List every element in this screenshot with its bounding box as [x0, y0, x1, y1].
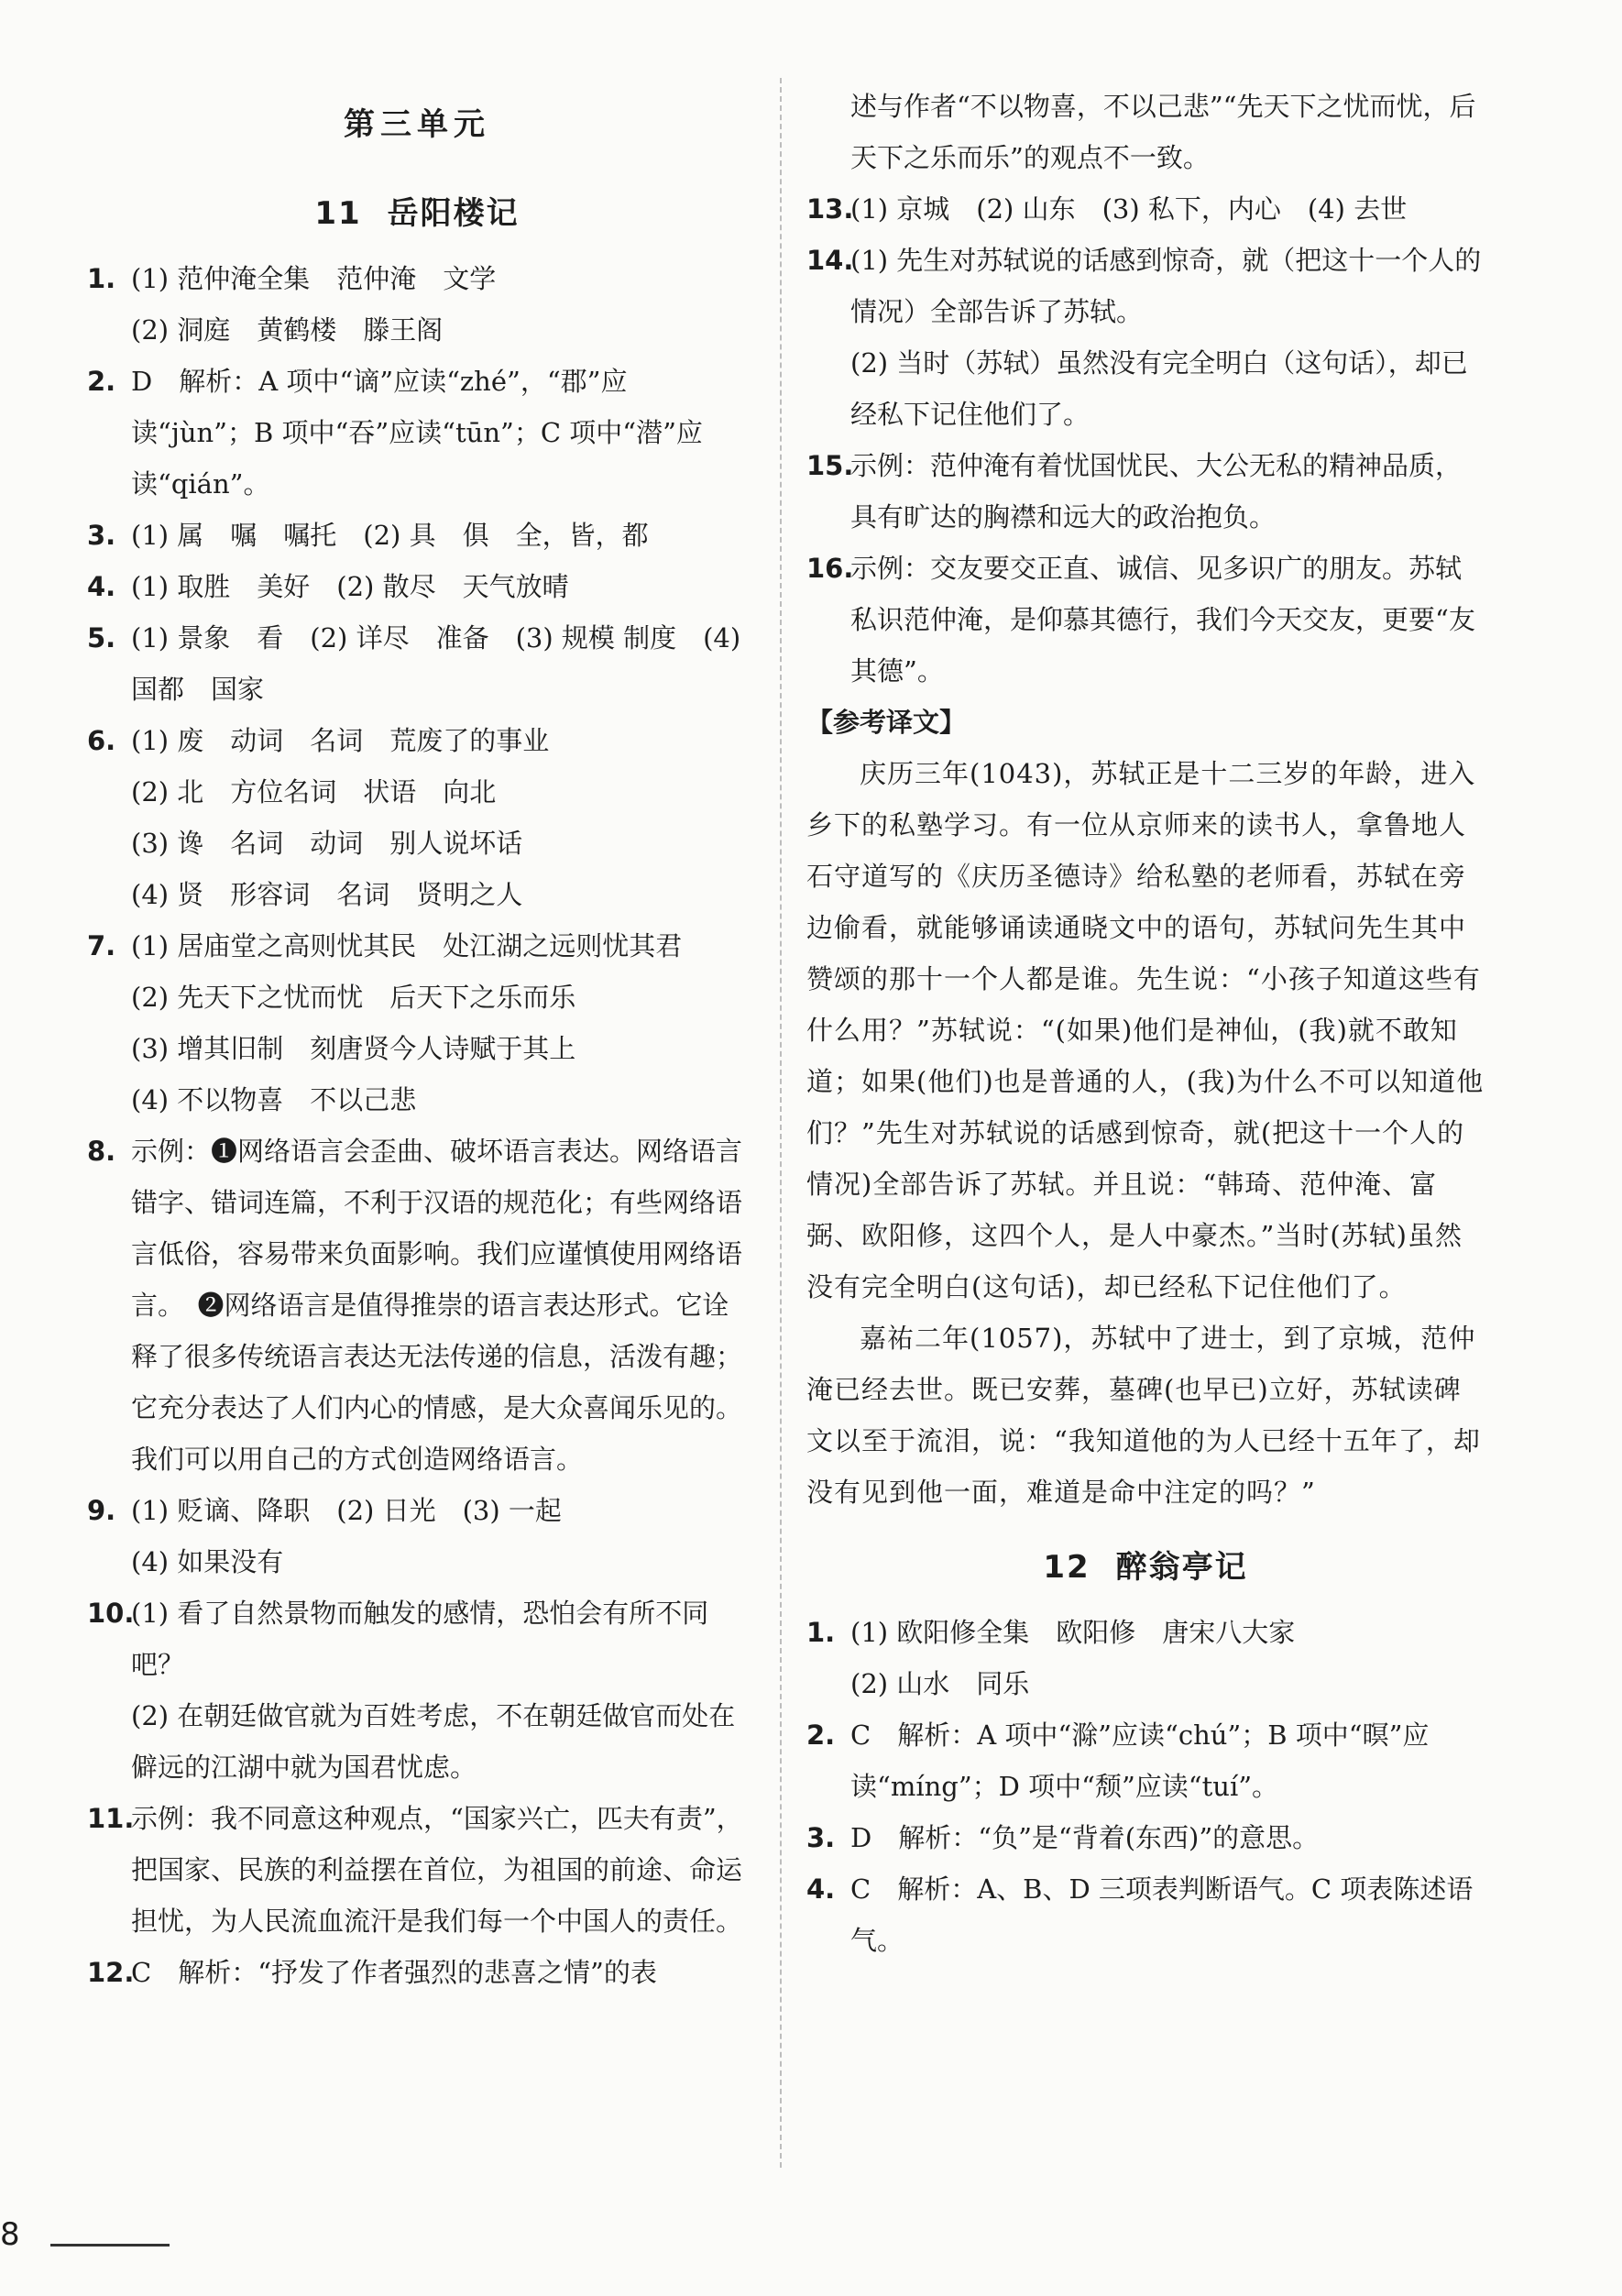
answer-text: (1) 居庙堂之高则忧其民 处江湖之远则忧其君 — [131, 930, 683, 961]
answer-item — [87, 561, 747, 612]
answer-text: (2) 先天下之忧而忧 后天下之乐而乐 — [131, 982, 576, 1013]
answer-text: (1) 京城 (2) 山东 (3) 私下，内心 (4) 去世 — [850, 193, 1408, 225]
answer-number: 11. — [87, 1803, 135, 1834]
answer-item — [87, 1587, 747, 1690]
answer-item — [806, 1709, 1485, 1812]
answer-text: (1) 贬谪、降职 (2) 日光 (3) 一起 — [131, 1495, 562, 1526]
answer-text: 示例：交友要交正直、诚信、见多识广的朋友。苏轼私识范仲淹，是仰慕其德行，我们今天交友，更要“友其德”。 — [850, 553, 1475, 687]
answer-item — [806, 543, 1485, 697]
lesson-title — [806, 1542, 1485, 1587]
answer-item — [87, 253, 747, 304]
unit-title: 第三单元 — [344, 106, 490, 143]
answer-number: 8. — [87, 1136, 116, 1167]
answer-text: 示例：我不同意这种观点，“国家兴亡，匹夫有责”，把国家、民族的利益摆在首位，为祖国的前途、命运担忧，为人民流血流汗是我们每一个中国人的责任。 — [131, 1803, 743, 1937]
answer-item — [87, 715, 747, 766]
answer-number: 2. — [806, 1719, 836, 1751]
answer-item — [87, 1793, 747, 1947]
answer-list — [806, 81, 1485, 697]
answer-number: 2. — [87, 366, 116, 397]
answer-text: (2) 山水 同乐 — [850, 1668, 1030, 1699]
answer-text: (1) 景象 看 (2) 详尽 准备 (3) 规模 制度 (4) 国都 国家 — [131, 622, 741, 705]
answer-number: 1. — [87, 263, 116, 294]
reference-translation-heading: 【参考译文】 — [806, 707, 967, 738]
answer-text: (1) 先生对苏轼说的话感到惊奇，就（把这十一个人的情况）全部告诉了苏轼。 — [850, 245, 1482, 327]
left-column — [87, 81, 747, 1998]
answer-text: D 解析：“负”是“背着(东西)”的意思。 — [850, 1822, 1320, 1853]
answer-text: (4) 如果没有 — [131, 1546, 284, 1577]
reference-translation — [806, 748, 1485, 1518]
answer-item — [87, 1947, 747, 1998]
answer-text: (2) 当时（苏轼）虽然没有完全明白（这句话），却已经私下记住他们了。 — [850, 347, 1468, 430]
footer-rule — [50, 2244, 170, 2247]
lesson-number: 12 — [1043, 1549, 1090, 1586]
right-column — [806, 81, 1485, 1966]
answer-text: (1) 取胜 美好 (2) 散尽 天气放晴 — [131, 571, 569, 602]
page-number: 8 — [0, 2216, 20, 2253]
answer-text: (1) 属 嘱 嘱托 (2) 具 俱 全，皆，都 — [131, 520, 649, 551]
answer-item — [806, 183, 1485, 235]
answer-text: 示例：❶网络语言会歪曲、破坏语言表达。网络语言错字、错词连篇，不利于汉语的规范化；有些网络语言低俗，容易带来负面影响。我们应谨慎使用网络语言。 ❷网络语言是值得推崇的语言表达形式。它诠释了很多传统语言表达无法传递的信息，活泼有趣；它充分表达了人们内心的情感，是大众喜闻乐见的。我们可以用自己的方式创造网络语言。 — [131, 1136, 743, 1475]
answer-number: 1. — [806, 1617, 836, 1648]
lesson-number: 11 — [314, 195, 362, 232]
answer-number: 4. — [806, 1873, 836, 1905]
answer-item — [87, 1126, 747, 1485]
answer-item — [87, 356, 747, 510]
answer-text: (3) 谗 名词 动词 别人说坏话 — [131, 828, 523, 859]
answer-item — [87, 920, 747, 972]
answer-text: (2) 洞庭 黄鹤楼 滕王阁 — [131, 314, 444, 346]
translation-paragraph: 嘉祐二年(1057)，苏轼中了进士，到了京城，范仲淹已经去世。既已安葬，墓碑(也早已)立好，苏轼读碑文以至于流泪，说：“我知道他的为人已经十五年了，却没有见到他一面，难道是命中注定的吗？” — [806, 1323, 1481, 1508]
answer-item — [87, 1485, 747, 1536]
answer-item — [87, 612, 747, 715]
answer-text: 述与作者“不以物喜，不以己悲”“先天下之忧而忧，后天下之乐而乐”的观点不一致。 — [850, 91, 1476, 173]
answer-text: (1) 废 动词 名词 荒废了的事业 — [131, 725, 550, 756]
answer-text: (1) 欧阳修全集 欧阳修 唐宋八大家 — [850, 1617, 1296, 1648]
lesson-name: 醉翁亭记 — [1115, 1549, 1248, 1586]
answer-number: 15. — [806, 450, 854, 481]
answer-number: 14. — [806, 245, 854, 276]
answer-list — [806, 1607, 1485, 1966]
answer-item — [806, 440, 1485, 543]
column-divider — [780, 78, 782, 2168]
answer-number — [806, 81, 850, 183]
answer-text: D 解析：A 项中“谪”应读“zhé”，“郡”应读“jùn”；B 项中“吞”应读“tūn”；C 项中“潜”应读“qián”。 — [131, 366, 703, 500]
lesson-title — [87, 188, 747, 233]
answer-text: C 解析：“抒发了作者强烈的悲喜之情”的表 — [131, 1957, 657, 1988]
answer-number: 10. — [87, 1598, 135, 1629]
answer-number: 9. — [87, 1495, 116, 1526]
answer-number: 3. — [806, 1822, 836, 1853]
answer-item — [806, 1863, 1485, 1966]
answer-text: C 解析：A、B、D 三项表判断语气。C 项表陈述语气。 — [850, 1873, 1474, 1956]
answer-number: 4. — [87, 571, 116, 602]
lesson-name: 岳阳楼记 — [387, 195, 520, 232]
answer-item — [87, 510, 747, 561]
answer-text: (2) 北 方位名词 状语 向北 — [131, 776, 497, 807]
answer-text: 示例：范仲淹有着忧国忧民、大公无私的精神品质，具有旷达的胸襟和远大的政治抱负。 — [850, 450, 1463, 533]
answer-item — [806, 1607, 1485, 1658]
answer-number: 6. — [87, 725, 116, 756]
answer-number: 3. — [87, 520, 116, 551]
answer-item — [806, 81, 1485, 183]
answer-text: (2) 在朝廷做官就为百姓考虑，不在朝廷做官而处在僻远的江湖中就为国君忧虑。 — [131, 1700, 736, 1783]
answer-number: 16. — [806, 553, 854, 584]
answer-text: C 解析：A 项中“滁”应读“chú”；B 项中“暝”应读“míng”；D 项中“颓”应读“tuí”。 — [850, 1719, 1430, 1802]
answer-list — [87, 253, 747, 1998]
answer-item — [806, 235, 1485, 337]
answer-number: 5. — [87, 622, 116, 654]
answer-text: (3) 增其旧制 刻唐贤今人诗赋于其上 — [131, 1033, 576, 1064]
answer-item — [806, 1812, 1485, 1863]
answer-text: (4) 不以物喜 不以己悲 — [131, 1084, 417, 1115]
answer-number: 13. — [806, 193, 854, 225]
translation-paragraph: 庆历三年(1043)，苏轼正是十二三岁的年龄，进入乡下的私塾学习。有一位从京师来的读书人，拿鲁地人石守道写的《庆历圣德诗》给私塾的老师看，苏轼在旁边偷看，就能够诵读通晓文中的语句，苏轼问先生其中赞颂的那十一个人都是谁。先生说：“小孩子知道这些有什么用？”苏轼说：“(如果)他们是神仙，(我)就不敢知道；如果(他们)也是普通的人，(我)为什么不可以知道他们？”先生对苏轼说的话感到惊奇，就(把这十一个人的情况)全部告诉了苏轼。并且说：“韩琦、范仲淹、富弼、欧阳修，这四个人，是人中豪杰。”当时(苏轼)虽然没有完全明白(这句话)，却已经私下记住他们了。 — [806, 758, 1485, 1302]
answer-text: (4) 贤 形容词 名词 贤明之人 — [131, 879, 523, 910]
answer-text: (1) 范仲淹全集 范仲淹 文学 — [131, 263, 497, 294]
answer-number: 12. — [87, 1957, 135, 1988]
answer-number: 7. — [87, 930, 116, 961]
answer-text: (1) 看了自然景物而触发的感情，恐怕会有所不同吧？ — [131, 1598, 709, 1680]
